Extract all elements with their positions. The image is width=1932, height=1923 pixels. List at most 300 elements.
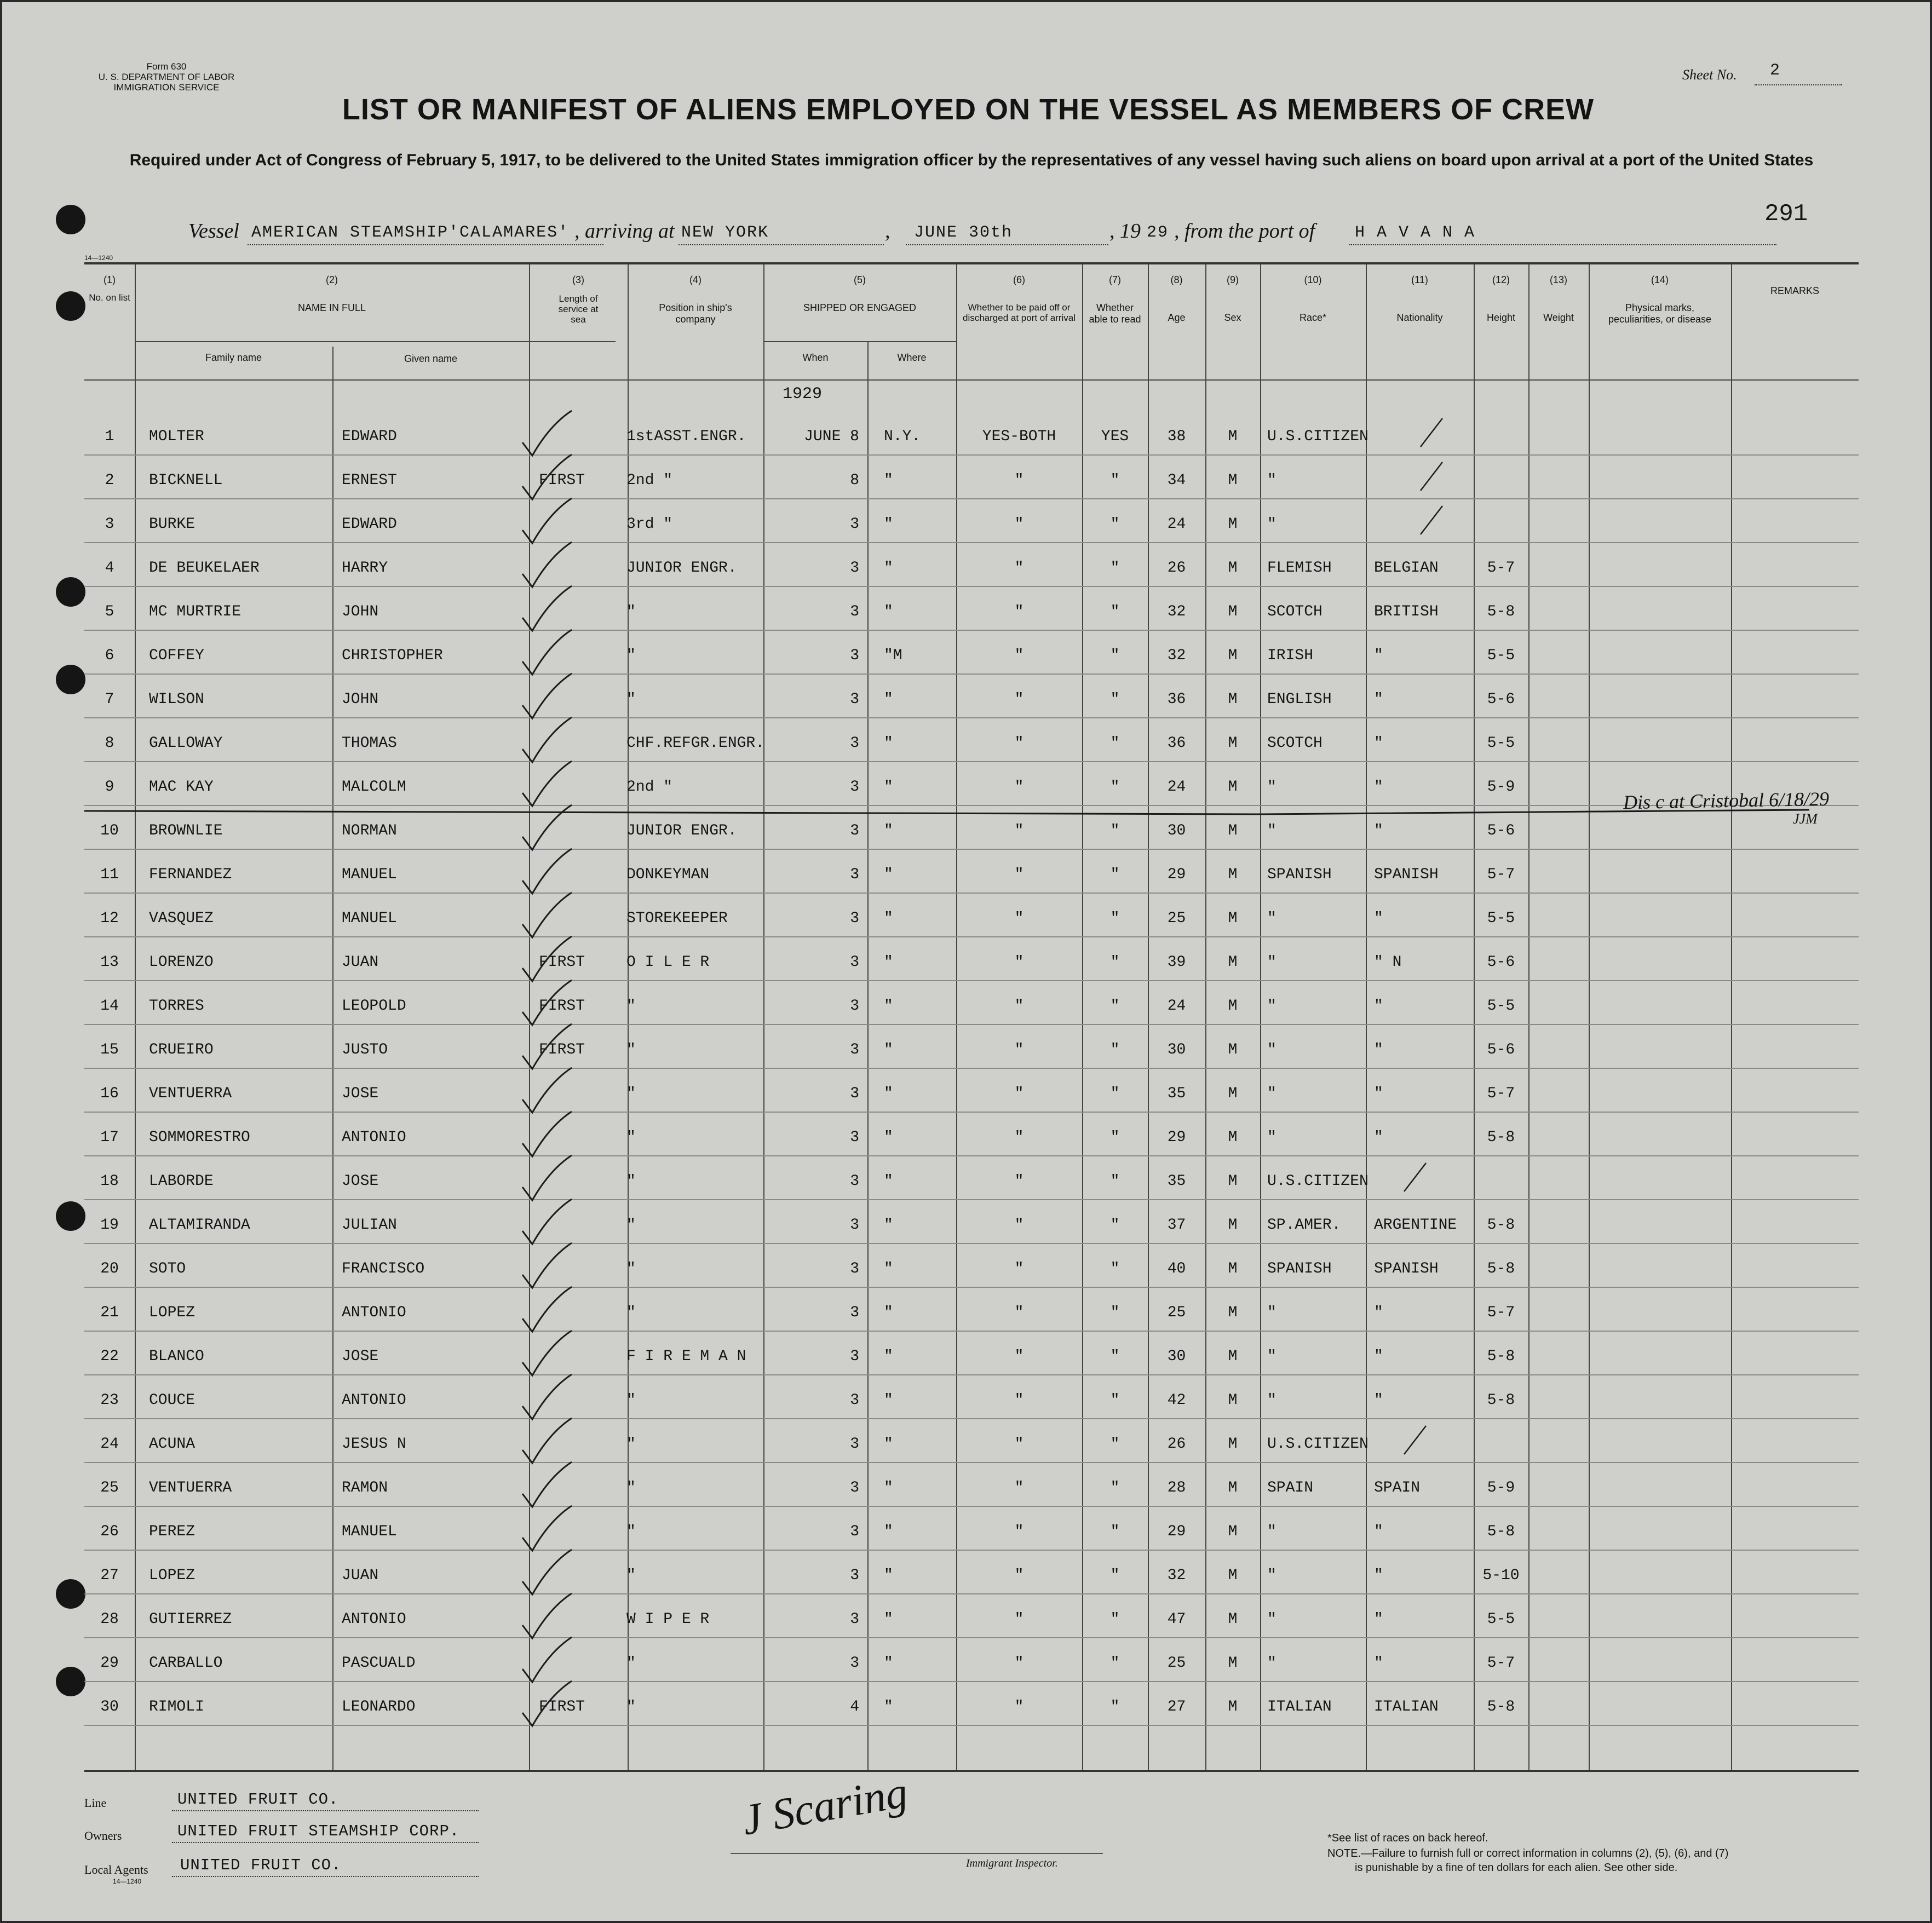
nationality: " — [1374, 1041, 1383, 1058]
header-col12: (12) Height — [1486, 274, 1516, 323]
arrival-date: JUNE 30th — [914, 223, 1013, 242]
shipped-where: " — [884, 1611, 893, 1628]
nationality: ITALIAN — [1374, 1699, 1439, 1715]
vessel-label: Vessel — [188, 220, 239, 243]
able-to-read: " — [1110, 779, 1120, 796]
age: 27 — [1167, 1699, 1186, 1715]
shipped-where: " — [884, 998, 893, 1015]
given-name: LEOPOLD — [342, 998, 406, 1015]
nationality: " — [1374, 1567, 1383, 1584]
height: 5-7 — [1487, 1085, 1515, 1102]
nationality: " — [1374, 1348, 1383, 1365]
given-name: FRANCISCO — [342, 1260, 425, 1277]
header-col8: (8) Age — [1168, 274, 1186, 323]
height: 5-9 — [1487, 779, 1515, 796]
age: 36 — [1167, 735, 1186, 752]
row-number: 24 — [100, 1436, 119, 1453]
length-of-service: FIRST — [539, 954, 585, 971]
row-number: 7 — [105, 691, 114, 708]
paid-off: " — [1014, 691, 1024, 708]
family-name: RIMOLI — [149, 1699, 204, 1715]
nationality: ARGENTINE — [1374, 1217, 1457, 1234]
family-name: ACUNA — [149, 1436, 196, 1453]
header-col4: (4) Position in ship's company — [659, 274, 732, 325]
race: SPAIN — [1267, 1479, 1314, 1496]
paid-off: " — [1014, 779, 1024, 796]
header-col13: (13) Weight — [1543, 274, 1574, 323]
nationality: BELGIAN — [1374, 560, 1439, 577]
sex: M — [1228, 647, 1238, 664]
shipped-where: " — [884, 779, 893, 796]
able-to-read: " — [1110, 954, 1120, 971]
given-name: JUAN — [342, 954, 379, 971]
nationality: " — [1374, 1304, 1383, 1321]
paid-off: " — [1014, 1611, 1024, 1628]
age: 25 — [1167, 1304, 1186, 1321]
age: 32 — [1167, 647, 1186, 664]
row-number: 25 — [100, 1479, 119, 1496]
given-name: JOSE — [342, 1173, 379, 1190]
paid-off: " — [1014, 735, 1024, 752]
position: " — [626, 691, 636, 708]
shipped-when: 3 — [850, 1523, 859, 1540]
shipped-when: 3 — [850, 516, 859, 533]
row-number: 8 — [105, 735, 114, 752]
sheet-number-line — [1755, 84, 1842, 85]
position: STOREKEEPER — [626, 910, 728, 927]
race: " — [1267, 1085, 1277, 1102]
punch-hole — [56, 1201, 85, 1231]
height: 5-8 — [1487, 1348, 1515, 1365]
race: " — [1267, 516, 1277, 533]
sex: M — [1228, 1348, 1238, 1365]
position: DONKEYMAN — [626, 866, 710, 883]
row-number: 22 — [100, 1348, 119, 1365]
shipped-where: " — [884, 472, 893, 489]
given-name: ANTONIO — [342, 1392, 406, 1409]
race: ENGLISH — [1267, 691, 1332, 708]
given-name: JOSE — [342, 1348, 379, 1365]
family-name: VENTUERRA — [149, 1085, 232, 1102]
shipped-when: 3 — [850, 779, 859, 796]
punch-hole — [56, 291, 85, 321]
punch-hole — [56, 205, 85, 234]
shipped-when: 3 — [850, 560, 859, 577]
age: 30 — [1167, 822, 1186, 839]
family-name: WILSON — [149, 691, 204, 708]
crew-table — [84, 262, 1859, 1772]
race: U.S.CITIZEN — [1267, 428, 1369, 445]
nationality: " — [1374, 1129, 1383, 1146]
header-col1: (1) No. on list — [89, 274, 130, 303]
able-to-read: " — [1110, 1436, 1120, 1453]
able-to-read: " — [1110, 516, 1120, 533]
nationality: SPANISH — [1374, 866, 1439, 883]
shipped-where: " — [884, 691, 893, 708]
age: 29 — [1167, 1129, 1186, 1146]
able-to-read: " — [1110, 472, 1120, 489]
shipped-when: 3 — [850, 735, 859, 752]
height: 5-6 — [1487, 1041, 1515, 1058]
inspector-signature: J Scaring — [738, 1768, 911, 1845]
shipped-where: " — [884, 910, 893, 927]
age: 37 — [1167, 1217, 1186, 1234]
given-name: ERNEST — [342, 472, 397, 489]
height: 5-8 — [1487, 1217, 1515, 1234]
row-number: 15 — [100, 1041, 119, 1058]
shipped-when: 3 — [850, 1392, 859, 1409]
family-name: MAC KAY — [149, 779, 214, 796]
race: SPANISH — [1267, 866, 1332, 883]
position: 1stASST.ENGR. — [626, 428, 746, 445]
able-to-read: " — [1110, 910, 1120, 927]
height: 5-6 — [1487, 691, 1515, 708]
form-service: IMMIGRATION SERVICE — [113, 82, 220, 93]
length-of-service: FIRST — [539, 998, 585, 1015]
paid-off: " — [1014, 603, 1024, 620]
shipped-where: " — [884, 1523, 893, 1540]
age: 28 — [1167, 1479, 1186, 1496]
vessel-name: AMERICAN STEAMSHIP'CALAMARES' — [251, 223, 570, 242]
height: 5-7 — [1487, 560, 1515, 577]
row-number: 21 — [100, 1304, 119, 1321]
paid-off: " — [1014, 866, 1024, 883]
family-name: BROWNLIE — [149, 822, 223, 839]
paid-off: " — [1014, 1173, 1024, 1190]
position: " — [626, 998, 636, 1015]
from-port-label: , from the port of — [1174, 220, 1315, 243]
height: 5-5 — [1487, 998, 1515, 1015]
age: 39 — [1167, 954, 1186, 971]
height: 5-8 — [1487, 1392, 1515, 1409]
race: " — [1267, 1304, 1277, 1321]
family-name: BURKE — [149, 516, 196, 533]
position: F I R E M A N — [626, 1348, 746, 1365]
shipped-where: " — [884, 1260, 893, 1277]
shipped-where: " — [884, 1348, 893, 1365]
height: 5-7 — [1487, 1655, 1515, 1672]
age: 38 — [1167, 428, 1186, 445]
arriving-underline — [679, 244, 884, 245]
paid-off: " — [1014, 1392, 1024, 1409]
header-given-name: Given name — [404, 353, 458, 364]
form-department: U. S. DEPARTMENT OF LABOR — [98, 72, 235, 82]
form-number: Form 630 — [146, 61, 187, 72]
family-name: GUTIERREZ — [149, 1611, 232, 1628]
paid-off: " — [1014, 516, 1024, 533]
shipped-where: " — [884, 1567, 893, 1584]
sex: M — [1228, 1392, 1238, 1409]
given-name: LEONARDO — [342, 1699, 416, 1715]
position: " — [626, 1217, 636, 1234]
row10-remark: Dis c at Cristobal 6/18/29 — [1623, 787, 1830, 814]
sex: M — [1228, 954, 1238, 971]
able-to-read: " — [1110, 1129, 1120, 1146]
port-underline — [1349, 244, 1776, 245]
header-remarks: REMARKS — [1770, 285, 1819, 296]
paid-off: " — [1014, 1436, 1024, 1453]
arriving-port: NEW YORK — [681, 223, 769, 242]
race: SCOTCH — [1267, 603, 1323, 620]
able-to-read: " — [1110, 647, 1120, 664]
family-name: BLANCO — [149, 1348, 204, 1365]
length-of-service: FIRST — [539, 1699, 585, 1715]
given-name: JOHN — [342, 691, 379, 708]
paid-off: " — [1014, 1655, 1024, 1672]
fine-note-1: NOTE.—Failure to furnish full or correct information in columns (2), (5), (6), and (7) — [1327, 1847, 1729, 1859]
arrival-year: 29 — [1147, 223, 1169, 242]
nationality: SPAIN — [1374, 1479, 1421, 1496]
comma-separator: , — [885, 220, 890, 243]
paid-off: " — [1014, 560, 1024, 577]
family-name: MC MURTRIE — [149, 603, 242, 620]
paid-off: " — [1014, 1041, 1024, 1058]
able-to-read: " — [1110, 1523, 1120, 1540]
header-col11: (11) Nationality — [1396, 274, 1443, 323]
sex: M — [1228, 1436, 1238, 1453]
family-name: LOPEZ — [149, 1304, 196, 1321]
row-number: 5 — [105, 603, 114, 620]
row-number: 2 — [105, 472, 114, 489]
row10-remark-initials: JJM — [1793, 811, 1818, 827]
able-to-read: " — [1110, 560, 1120, 577]
race: SP.AMER. — [1267, 1217, 1341, 1234]
given-name: MANUEL — [342, 910, 397, 927]
paid-off: " — [1014, 1523, 1024, 1540]
shipped-when: 4 — [850, 1699, 859, 1715]
sex: M — [1228, 560, 1238, 577]
page-title: LIST OR MANIFEST OF ALIENS EMPLOYED ON THE VESSEL AS MEMBERS OF CREW — [342, 93, 1595, 126]
nationality: " — [1374, 779, 1383, 796]
length-of-service: FIRST — [539, 1041, 585, 1058]
position: " — [626, 603, 636, 620]
shipped-when: 3 — [850, 910, 859, 927]
agents-underline — [172, 1876, 479, 1877]
sex: M — [1228, 516, 1238, 533]
position: " — [626, 1699, 636, 1715]
race: " — [1267, 472, 1277, 489]
nationality: " — [1374, 1085, 1383, 1102]
sex: M — [1228, 910, 1238, 927]
given-name: MALCOLM — [342, 779, 406, 796]
age: 25 — [1167, 1655, 1186, 1672]
race: " — [1267, 1129, 1277, 1146]
age: 47 — [1167, 1611, 1186, 1628]
given-name: JESUS N — [342, 1436, 406, 1453]
shipped-where: " — [884, 822, 893, 839]
race: " — [1267, 779, 1277, 796]
age: 35 — [1167, 1173, 1186, 1190]
nationality: " — [1374, 735, 1383, 752]
position: O I L E R — [626, 954, 710, 971]
row-number: 3 — [105, 516, 114, 533]
able-to-read: " — [1110, 1699, 1120, 1715]
able-to-read: " — [1110, 1611, 1120, 1628]
shipped-where: " — [884, 1436, 893, 1453]
family-name: CARBALLO — [149, 1655, 223, 1672]
age: 42 — [1167, 1392, 1186, 1409]
family-name: PEREZ — [149, 1523, 196, 1540]
height: 5-6 — [1487, 822, 1515, 839]
shipped-where: " — [884, 1655, 893, 1672]
shipped-when: 3 — [850, 647, 859, 664]
height: 5-5 — [1487, 910, 1515, 927]
row-number: 18 — [100, 1173, 119, 1190]
nationality: " — [1374, 998, 1383, 1015]
position: " — [626, 1260, 636, 1277]
position: " — [626, 1304, 636, 1321]
row-number: 16 — [100, 1085, 119, 1102]
punch-hole — [56, 577, 85, 607]
row-number: 11 — [100, 866, 119, 883]
nationality: " N — [1374, 954, 1402, 971]
header-where: Where — [897, 352, 927, 363]
paid-off: " — [1014, 1479, 1024, 1496]
position: " — [626, 1436, 636, 1453]
row-number: 14 — [100, 998, 119, 1015]
row-number: 12 — [100, 910, 119, 927]
arriving-label: , arriving at — [574, 220, 675, 243]
sex: M — [1228, 1260, 1238, 1277]
height: 5-8 — [1487, 603, 1515, 620]
race: " — [1267, 1611, 1277, 1628]
age: 24 — [1167, 779, 1186, 796]
owners-underline — [172, 1842, 479, 1843]
age: 30 — [1167, 1041, 1186, 1058]
row-number: 13 — [100, 954, 119, 971]
family-name: COFFEY — [149, 647, 204, 664]
paid-off: " — [1014, 1699, 1024, 1715]
family-name: COUCE — [149, 1392, 196, 1409]
nationality: BRITISH — [1374, 603, 1439, 620]
shipped-when: 3 — [850, 1041, 859, 1058]
given-name: JOSE — [342, 1085, 379, 1102]
sex: M — [1228, 1041, 1238, 1058]
family-name: VASQUEZ — [149, 910, 214, 927]
row-number: 27 — [100, 1567, 119, 1584]
sex: M — [1228, 1567, 1238, 1584]
position: " — [626, 1523, 636, 1540]
able-to-read: " — [1110, 1173, 1120, 1190]
race: " — [1267, 1392, 1277, 1409]
nationality: " — [1374, 1392, 1383, 1409]
position: " — [626, 1085, 636, 1102]
age: 24 — [1167, 998, 1186, 1015]
row-number: 6 — [105, 647, 114, 664]
family-name: LOPEZ — [149, 1567, 196, 1584]
paid-off: " — [1014, 910, 1024, 927]
shipped-when: 3 — [850, 866, 859, 883]
line-label: Line — [84, 1796, 107, 1810]
paid-off: " — [1014, 954, 1024, 971]
shipped-when: 3 — [850, 1260, 859, 1277]
age: 40 — [1167, 1260, 1186, 1277]
given-name: THOMAS — [342, 735, 397, 752]
nationality: " — [1374, 1655, 1383, 1672]
row-number: 23 — [100, 1392, 119, 1409]
sex: M — [1228, 1479, 1238, 1496]
family-name: DE BEUKELAER — [149, 560, 260, 577]
shipped-when: 3 — [850, 691, 859, 708]
row-number: 29 — [100, 1655, 119, 1672]
family-name: SOTO — [149, 1260, 186, 1277]
header-col7: (7) Whether able to read — [1089, 274, 1141, 325]
paid-off: YES-BOTH — [982, 428, 1056, 445]
shipped-where: " — [884, 1699, 893, 1715]
shipped-where: " — [884, 1085, 893, 1102]
given-name: JUAN — [342, 1567, 379, 1584]
race: " — [1267, 954, 1277, 971]
length-of-service: FIRST — [539, 472, 585, 489]
sex: M — [1228, 1217, 1238, 1234]
age: 35 — [1167, 1085, 1186, 1102]
page-number: 291 — [1764, 200, 1808, 228]
paid-off: " — [1014, 1304, 1024, 1321]
shipped-when: 3 — [850, 1479, 859, 1496]
header-family-name: Family name — [205, 352, 262, 363]
line-value: UNITED FRUIT CO. — [177, 1790, 339, 1809]
shipped-when: 3 — [850, 1085, 859, 1102]
shipped-where: " — [884, 560, 893, 577]
header-col5: (5) SHIPPED OR ENGAGED — [803, 274, 917, 313]
sex: M — [1228, 1655, 1238, 1672]
position: " — [626, 1479, 636, 1496]
height: 5-10 — [1482, 1567, 1520, 1584]
age: 25 — [1167, 910, 1186, 927]
given-name: CHRISTOPHER — [342, 647, 443, 664]
given-name: MANUEL — [342, 1523, 397, 1540]
race: " — [1267, 1523, 1277, 1540]
inspector-label: Immigrant Inspector. — [966, 1857, 1058, 1869]
sheet-number-value: 2 — [1770, 61, 1780, 80]
sheet-number-label: Sheet No. — [1682, 67, 1737, 83]
race: " — [1267, 822, 1277, 839]
position: " — [626, 1129, 636, 1146]
family-name: TORRES — [149, 998, 204, 1015]
height: 5-5 — [1487, 735, 1515, 752]
position: 2nd " — [626, 779, 673, 796]
races-note: *See list of races on back hereof. — [1327, 1832, 1488, 1844]
sex: M — [1228, 603, 1238, 620]
able-to-read: " — [1110, 735, 1120, 752]
shipped-when: 3 — [850, 1173, 859, 1190]
shipped-when: 3 — [850, 822, 859, 839]
shipped-when: 3 — [850, 1611, 859, 1628]
family-name: ALTAMIRANDA — [149, 1217, 250, 1234]
given-name: EDWARD — [342, 428, 397, 445]
shipped-where: " — [884, 516, 893, 533]
year-prefix: , 19 — [1109, 220, 1141, 243]
family-name: GALLOWAY — [149, 735, 223, 752]
nationality: " — [1374, 647, 1383, 664]
height: 5-8 — [1487, 1129, 1515, 1146]
able-to-read: " — [1110, 1041, 1120, 1058]
family-name: FERNANDEZ — [149, 866, 232, 883]
family-name: LABORDE — [149, 1173, 214, 1190]
owners-value: UNITED FRUIT STEAMSHIP CORP. — [177, 1822, 460, 1840]
race: " — [1267, 998, 1277, 1015]
shipped-where: " — [884, 954, 893, 971]
shipped-where: " — [884, 735, 893, 752]
row10-strikethrough — [84, 264, 1859, 1770]
vessel-underline — [248, 244, 603, 245]
shipped-where: N.Y. — [884, 428, 921, 445]
row-number: 17 — [100, 1129, 119, 1146]
shipped-where: " — [884, 1173, 893, 1190]
height: 5-5 — [1487, 647, 1515, 664]
given-name: ANTONIO — [342, 1611, 406, 1628]
position: " — [626, 1041, 636, 1058]
